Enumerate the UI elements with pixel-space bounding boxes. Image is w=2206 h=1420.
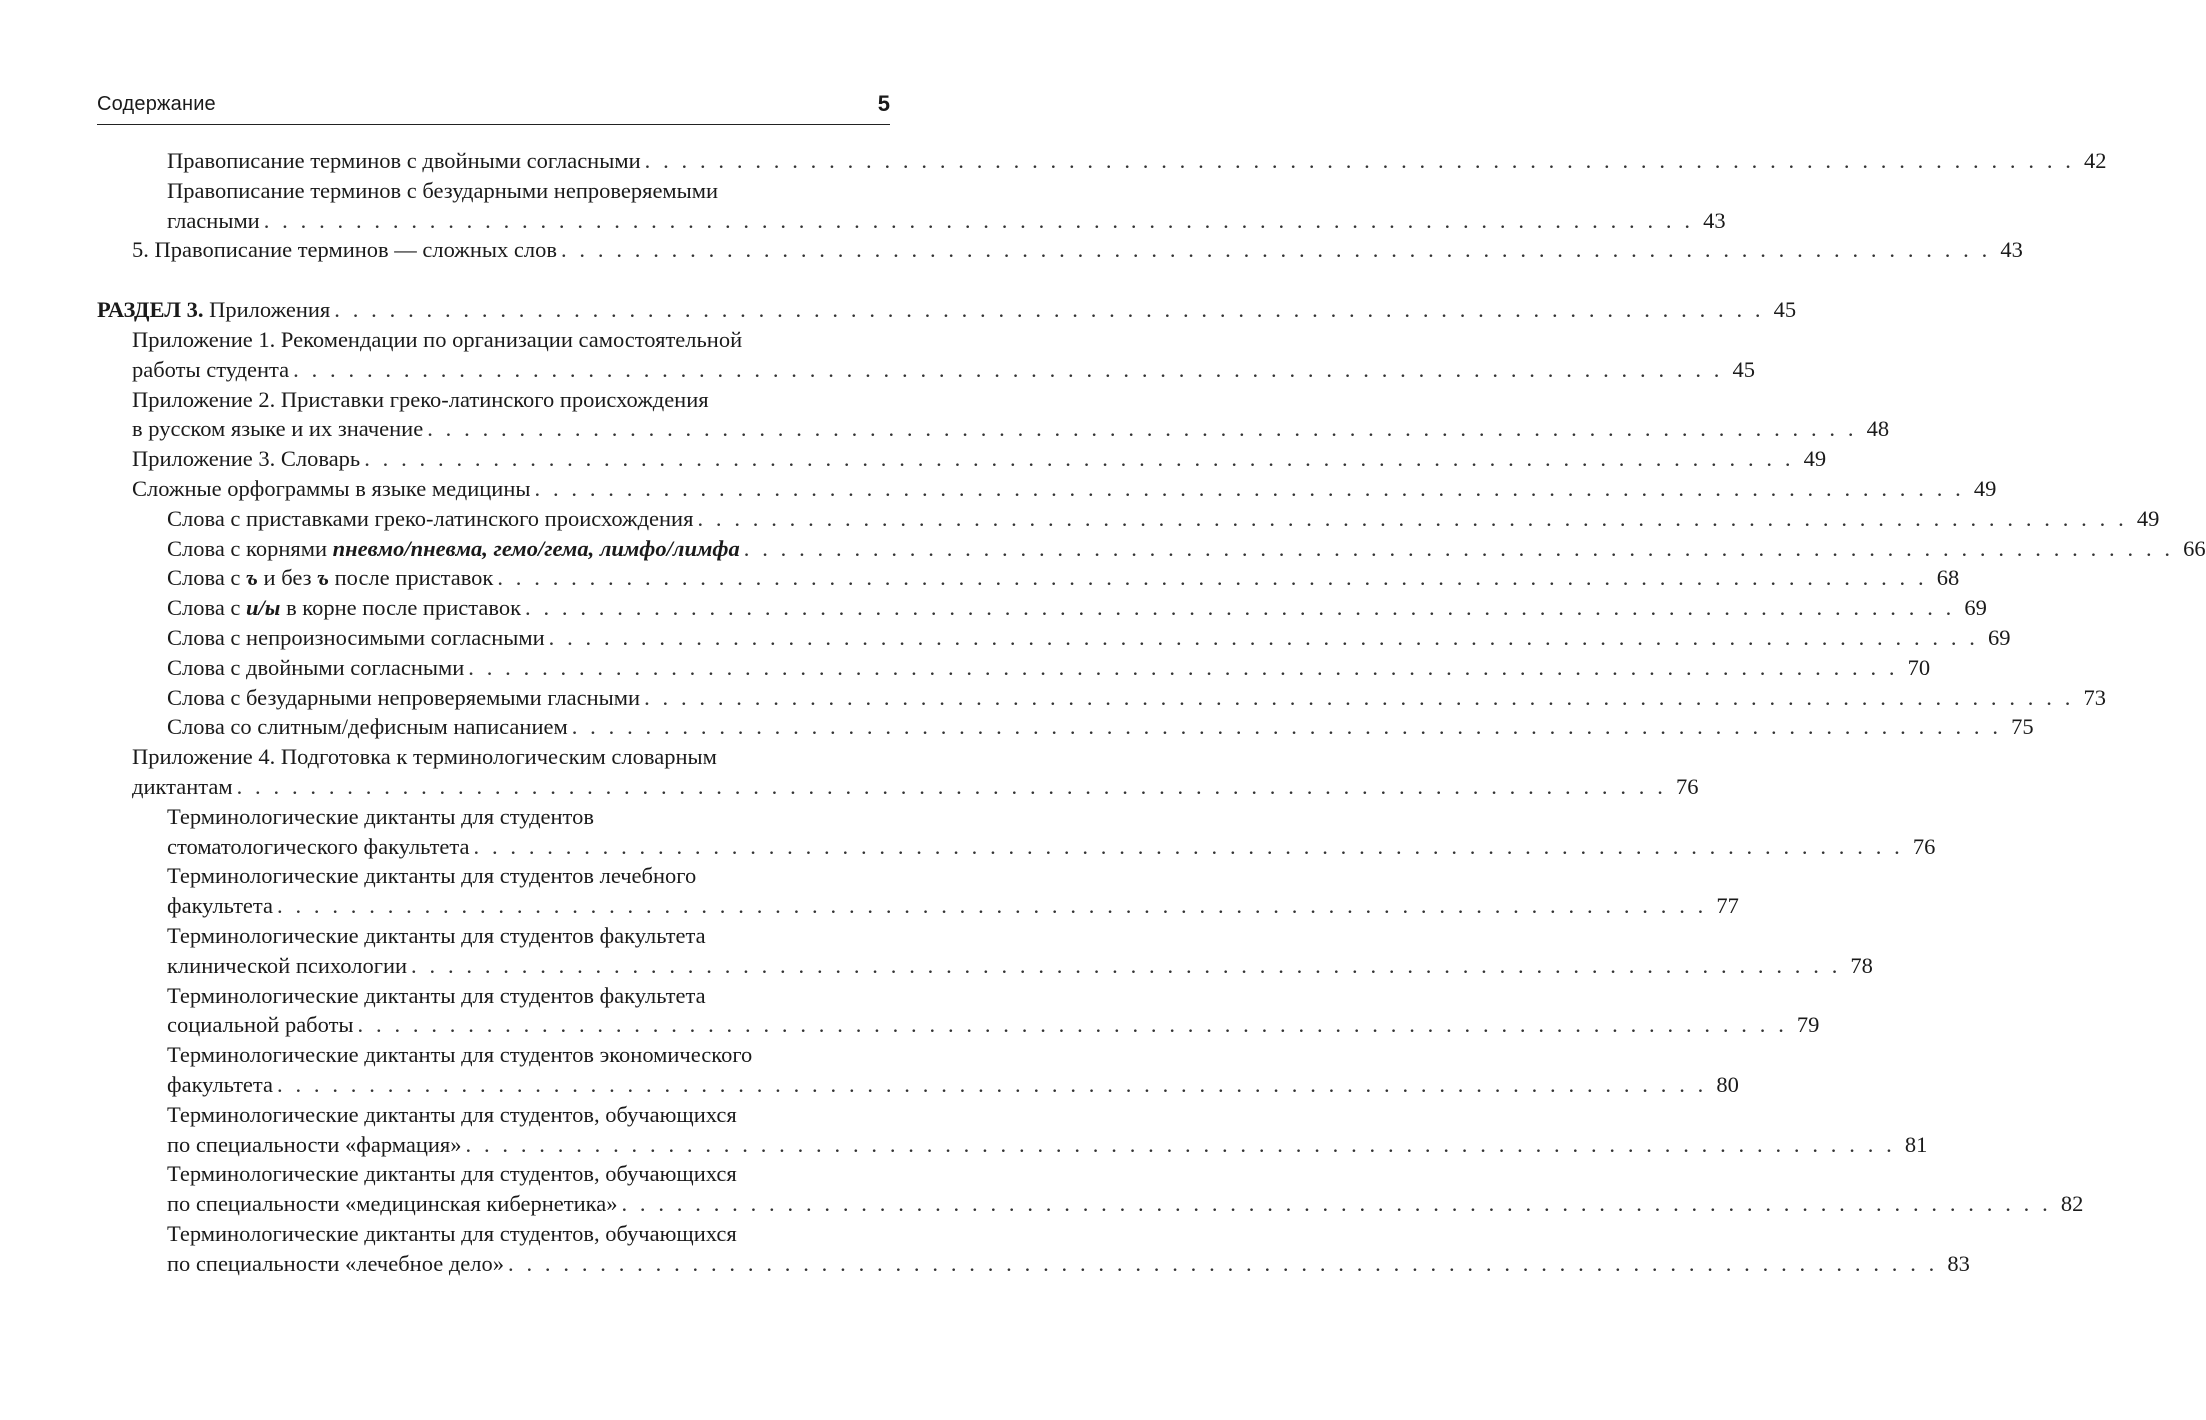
toc-title-text: и без [257,565,318,591]
toc-entry-title [132,444,360,474]
toc-page-number: 45 [1732,356,1756,382]
toc-title-text: работы студента [132,356,290,382]
toc-entry[interactable] [97,146,2107,176]
toc-entry-title [132,235,557,265]
toc-title-text: Терминологические диктанты для студентов [167,803,594,829]
toc-entry[interactable] [97,444,1827,474]
toc-title-text: Слова с непроизносимыми согласными [167,624,545,650]
toc-title-text: Правописание терминов с двойными согласными [167,148,641,173]
toc-entry-title [132,387,709,412]
page-number: 5 [877,91,890,116]
toc-entry-line [132,772,1699,802]
dot-leader: . . . . . . . . . . . . . . . . . . . . . . . . . . . . . . . . . . . . . . . . . . . . . . . . . . . . . . . . . . . . . . . . . . . . . . . . . . . . . . [277,1071,1707,1097]
toc-entry[interactable] [97,1040,1739,1100]
dot-leader: . . . . . . . . . . . . . . . . . . . . . . . . . . . . . . . . . . . . . . . . . . . . . . . . . . . . . . . . . . . . . . . . . . . . . . . . . . . . . . [357,1012,1788,1038]
toc-entry-line [167,1010,1820,1040]
toc-title-text: гласными [167,207,260,233]
toc-page-number: 43 [2000,237,2023,263]
toc-entry-title [132,355,289,385]
toc-page-number: 49 [1973,475,1997,501]
toc-page-number: 79 [1796,1012,1820,1038]
toc-entry-line [132,444,1827,474]
toc-title-text: социальной работы [167,1012,354,1038]
toc-entry-title [167,206,260,236]
toc-page-number: 77 [1716,893,1739,919]
dot-leader: . . . . . . . . . . . . . . . . . . . . . . . . . . . . . . . . . . . . . . . . . . . . . . . . . . . . . . . . . . . . . . . . . . . . . . . . . . . . . . [621,1191,2052,1217]
toc-entry-title [167,891,273,921]
toc-page-number: 80 [1716,1071,1739,1097]
toc-entry-title [167,1221,737,1246]
toc-page-number: 49 [2136,505,2160,531]
toc-entry-title [167,146,641,176]
toc-page-number: 68 [1936,565,1960,591]
toc-entry-line [167,861,890,891]
dot-leader: . . . . . . . . . . . . . . . . . . . . . . . . . . . . . . . . . . . . . . . . . . . . . . . . . . . . . . . . . . . . . . . . . . . . . . . . . . . . . . [293,356,1724,382]
dot-leader: . . . . . . . . . . . . . . . . . . . . . . . . . . . . . . . . . . . . . . . . . . . . . . . . . . . . . . . . . . . . . . . . . . . . . . . . . . . . . . [644,684,2074,710]
dot-leader: . . . . . . . . . . . . . . . . . . . . . . . . . . . . . . . . . . . . . . . . . . . . . . . . . . . . . . . . . . . . . . . . . . . . . . . . . . . . . . [525,595,1955,621]
dot-leader: . . . . . . . . . . . . . . . . . . . . . . . . . . . . . . . . . . . . . . . . . . . . . . . . . . . . . . . . . . . . . . . . . . . . . . . . . . . . . . [697,505,2128,531]
toc-entry-title [167,178,718,203]
toc-page-number: 69 [1988,624,2011,650]
toc-entry-title [167,623,545,653]
toc-entry[interactable] [97,504,2160,534]
toc-title-text: Терминологические диктанты для студентов, обучающихся [167,1101,737,1127]
dot-leader: . . . . . . . . . . . . . . . . . . . . . . . . . . . . . . . . . . . . . . . . . . . . . . . . . . . . . . . . . . . . . . . . . . . . . . . . . . . . . . [364,446,1795,472]
toc-entry-title [167,863,696,888]
toc-title-text: Терминологические диктанты для студентов факультета [167,982,706,1008]
toc-entry-line [167,832,1936,862]
toc-entry[interactable] [97,385,1890,445]
toc-entry-line [167,1130,1928,1160]
toc-entry-line [167,683,2106,713]
toc-entry-title [167,653,464,683]
toc-entry-title [132,327,742,352]
toc-entry-line [132,235,2023,265]
dot-leader: . . . . . . . . . . . . . . . . . . . . . . . . . . . . . . . . . . . . . . . . . . . . . . . . . . . . . . . . . . . . . . . . . . . . . . . . . . . . . . [534,475,1965,501]
toc-entry-line [167,504,2160,534]
toc-title-text: клинической психологии [167,952,408,978]
toc-title-text: стоматологического факультета [167,833,470,859]
dot-leader: . . . . . . . . . . . . . . . . . . . . . . . . . . . . . . . . . . . . . . . . . . . . . . . . . . . . . . . . . . . . . . . . . . . . . . . . . . . . . . [465,1131,1896,1157]
toc-entry[interactable] [97,653,1931,683]
toc-title-text: Слова с [167,595,247,621]
toc-entry-title [167,593,521,623]
toc-entry-line [167,1040,890,1070]
toc-entry-title [167,832,470,862]
toc-entry-line [132,414,1890,444]
toc-entry[interactable] [97,1100,1928,1160]
table-of-contents [97,146,2206,1278]
dot-leader: . . . . . . . . . . . . . . . . . . . . . . . . . . . . . . . . . . . . . . . . . . . . . . . . . . . . . . . . . . . . . . . . . . . . . . . . . . . . . . [497,565,1928,591]
toc-entry-title [167,923,706,948]
toc-page-number: 73 [2083,684,2106,710]
toc-page-number: 83 [1947,1250,1970,1276]
toc-entry-line [167,1100,890,1130]
dot-leader: . . . . . . . . . . . . . . . . . . . . . . . . . . . . . . . . . . . . . . . . . . . . . . . . . . . . . . . . . . . . . . . . . . . . . . . . . . . . . . [427,416,1858,442]
toc-entry-line [167,1189,2084,1219]
toc-entry[interactable] [97,235,2023,265]
toc-entry-title [167,563,493,593]
toc-entry-title [167,683,640,713]
emphasized-term: пневмо/пневма, гемо/гема, лимфо/лимфа [332,535,740,561]
dot-leader: . . . . . . . . . . . . . . . . . . . . . . . . . . . . . . . . . . . . . . . . . . . . . . . . . . . . . . . . . . . . . . . . . . . . . . . . . . . . . . [548,624,1979,650]
toc-title-text: Приложение 3. Словарь [132,446,361,472]
toc-title-text: Приложения [203,297,331,323]
toc-title-text: Приложение 1. Рекомендации по организации самостоятельной [132,326,743,352]
toc-entry-title [167,1130,462,1160]
toc-entry-line [97,295,1797,325]
toc-entry[interactable] [97,623,2011,653]
toc-entry-line [132,742,890,772]
toc-title-text: факультета [167,893,273,919]
toc-page-number: 76 [1912,833,1936,859]
toc-entry-title [167,1102,737,1127]
toc-entry[interactable] [97,921,1873,981]
toc-title-text: Слова со слитным/дефисным написанием [167,714,568,740]
toc-entry-line [167,623,2011,653]
toc-entry-title [167,534,740,564]
toc-title-text: Приложение 4. Подготовка к терминологическим словарным [132,744,717,770]
toc-page-number: 66 [2183,535,2206,561]
dot-leader: . . . . . . . . . . . . . . . . . . . . . . . . . . . . . . . . . . . . . . . . . . . . . . . . . . . . . . . . . . . . . . . . . . . . . . . . . . . . . . [411,952,1841,978]
dot-leader: . . . . . . . . . . . . . . . . . . . . . . . . . . . . . . . . . . . . . . . . . . . . . . . . . . . . . . . . . . . . . . . . . . . . . . . . . . . . . . [334,297,1765,323]
toc-entry-title [167,983,706,1008]
toc-page-number: 43 [1703,207,1726,233]
toc-title-text: 5. Правописание терминов — сложных слов [132,237,557,263]
running-title: Содержание [97,93,216,115]
toc-entry-line [167,1249,1970,1279]
toc-entry[interactable] [97,593,1987,623]
toc-entry-title [132,474,531,504]
toc-entry-title [167,1249,504,1279]
toc-title-text: Сложные орфограммы в языке медицины [132,475,531,501]
toc-entry-line [167,653,1931,683]
dot-leader: . . . . . . . . . . . . . . . . . . . . . . . . . . . . . . . . . . . . . . . . . . . . . . . . . . . . . . . . . . . . . . . . . . . . . . . . . . . . . . [644,148,2075,173]
toc-entry-line [167,593,1987,623]
toc-title-text: Слова с двойными согласными [167,654,465,680]
toc-entry-title [167,504,693,534]
toc-title-text: Терминологические диктанты для студентов, обучающихся [167,1161,737,1187]
toc-title-text: Терминологические диктанты для студентов лечебного [167,863,697,889]
toc-title-text: по специальности «лечебное дело» [167,1250,505,1276]
toc-page-number: 76 [1675,773,1699,799]
toc-page-number: 82 [2060,1191,2084,1217]
toc-entry-title [167,712,568,742]
toc-title-text: факультета [167,1071,273,1097]
running-header [97,90,890,125]
toc-title-text: по специальности «фармация» [167,1131,462,1157]
dot-leader: . . . . . . . . . . . . . . . . . . . . . . . . . . . . . . . . . . . . . . . . . . . . . . . . . . . . . . . . . . . . . . . . . . . . . . . . . . . . . . [508,1250,1938,1276]
toc-entry-title [167,1189,617,1219]
toc-title-text: Терминологические диктанты для студентов, обучающихся [167,1220,737,1246]
toc-entry-line [132,474,1997,504]
toc-page-number: 78 [1850,952,1873,978]
toc-title-text: Слова с корнями [167,535,333,561]
toc-entry-line [167,921,890,951]
toc-page-number: 49 [1803,446,1827,472]
toc-entry[interactable] [97,534,2206,564]
toc-title-text: Слова с [167,565,247,591]
toc-page-number: 81 [1904,1131,1928,1157]
toc-entry[interactable] [97,1159,2084,1219]
dot-leader: . . . . . . . . . . . . . . . . . . . . . . . . . . . . . . . . . . . . . . . . . . . . . . . . . . . . . . . . . . . . . . . . . . . . . . . . . . . . . . [277,893,1707,919]
toc-entry-line [167,1219,890,1249]
toc-page-number: 70 [1907,654,1931,680]
toc-title-text: после приставок [328,565,494,591]
dot-leader: . . . . . . . . . . . . . . . . . . . . . . . . . . . . . . . . . . . . . . . . . . . . . . . . . . . . . . . . . . . . . . . . . . . . . . . . . . . . . . [473,833,1904,859]
toc-entry[interactable] [97,742,1699,802]
toc-page-number: 48 [1866,416,1890,442]
toc-title-text: в корне после приставок [280,595,521,621]
toc-entry-title [167,1010,354,1040]
section-label: РАЗДЕЛ 3. [97,297,204,323]
toc-entry[interactable] [97,683,2106,713]
toc-title-text: Приложение 2. Приставки греко-латинского происхождения [132,386,709,412]
toc-entry-title [167,1161,737,1186]
dot-leader: . . . . . . . . . . . . . . . . . . . . . . . . . . . . . . . . . . . . . . . . . . . . . . . . . . . . . . . . . . . . . . . . . . . . . . . . . . . . . . [571,714,2002,740]
toc-entry-title [97,295,330,325]
toc-page-number: 45 [1773,297,1797,323]
toc-entry-line [132,355,1756,385]
toc-entry[interactable] [97,176,1726,236]
toc-entry-line [132,385,890,415]
toc-entry[interactable] [97,802,1936,862]
toc-title-text: Терминологические диктанты для студентов факультета [167,922,706,948]
toc-title-text: в русском языке и их значение [132,416,424,442]
toc-entry-line [132,325,890,355]
toc-title-text: Правописание терминов с безударными непроверяемыми [167,177,719,203]
toc-title-text: по специальности «медицинская кибернетика» [167,1191,618,1217]
toc-entry[interactable] [97,1219,1970,1279]
dot-leader: . . . . . . . . . . . . . . . . . . . . . . . . . . . . . . . . . . . . . . . . . . . . . . . . . . . . . . . . . . . . . . . . . . . . . . . . . . . . . . [743,535,2174,561]
toc-entry-title [167,804,594,829]
toc-entry-line [167,981,890,1011]
toc-entry-line [167,146,2107,176]
toc-entry-line [167,1070,1739,1100]
toc-entry-title [132,414,423,444]
toc-entry-line [167,563,1960,593]
toc-entry[interactable] [97,295,1797,325]
toc-entry-title [132,744,717,769]
toc-entry[interactable] [97,712,2034,742]
dot-leader: . . . . . . . . . . . . . . . . . . . . . . . . . . . . . . . . . . . . . . . . . . . . . . . . . . . . . . . . . . . . . . . . . . . . . . . . . . . . . . [236,773,1667,799]
toc-entry-title [167,951,407,981]
toc-entry-line [167,1159,890,1189]
dot-leader: . . . . . . . . . . . . . . . . . . . . . . . . . . . . . . . . . . . . . . . . . . . . . . . . . . . . . . . . . . . . . . . . . . . . . . . . . . . . . . [468,654,1899,680]
toc-title-text: диктантам [132,773,233,799]
toc-entry[interactable] [97,861,1739,921]
toc-entry[interactable] [97,474,1997,504]
emphasized-term: ъ [246,565,258,591]
emphasized-term: ъ [317,565,329,591]
toc-entry[interactable] [97,563,1960,593]
section-gap [97,265,890,295]
toc-entry-line [167,891,1739,921]
toc-entry-title [132,772,233,802]
toc-title-text: Слова с приставками греко-латинского происхождения [167,505,694,531]
toc-title-text: Терминологические диктанты для студентов экономического [167,1042,753,1068]
toc-page-number: 69 [1964,595,1987,621]
toc-title-text: Слова с безударными непроверяемыми гласными [167,684,641,710]
toc-entry-line [167,712,2034,742]
toc-entry-line [167,206,1726,236]
emphasized-term: и/ы [246,595,281,621]
toc-entry-line [167,802,890,832]
dot-leader: . . . . . . . . . . . . . . . . . . . . . . . . . . . . . . . . . . . . . . . . . . . . . . . . . . . . . . . . . . . . . . . . . . . . . . . . . . . . . . [263,207,1694,233]
toc-entry-title [167,1070,273,1100]
toc-entry-title [167,1042,752,1067]
toc-entry-line [167,176,890,206]
toc-page-number: 42 [2084,148,2107,173]
toc-entry-line [167,951,1873,981]
dot-leader: . . . . . . . . . . . . . . . . . . . . . . . . . . . . . . . . . . . . . . . . . . . . . . . . . . . . . . . . . . . . . . . . . . . . . . . . . . . . . . [560,237,1991,263]
toc-entry-line [167,534,2206,564]
toc-page-number: 75 [2011,714,2034,740]
toc-entry[interactable] [97,981,1820,1041]
toc-entry[interactable] [97,325,1756,385]
